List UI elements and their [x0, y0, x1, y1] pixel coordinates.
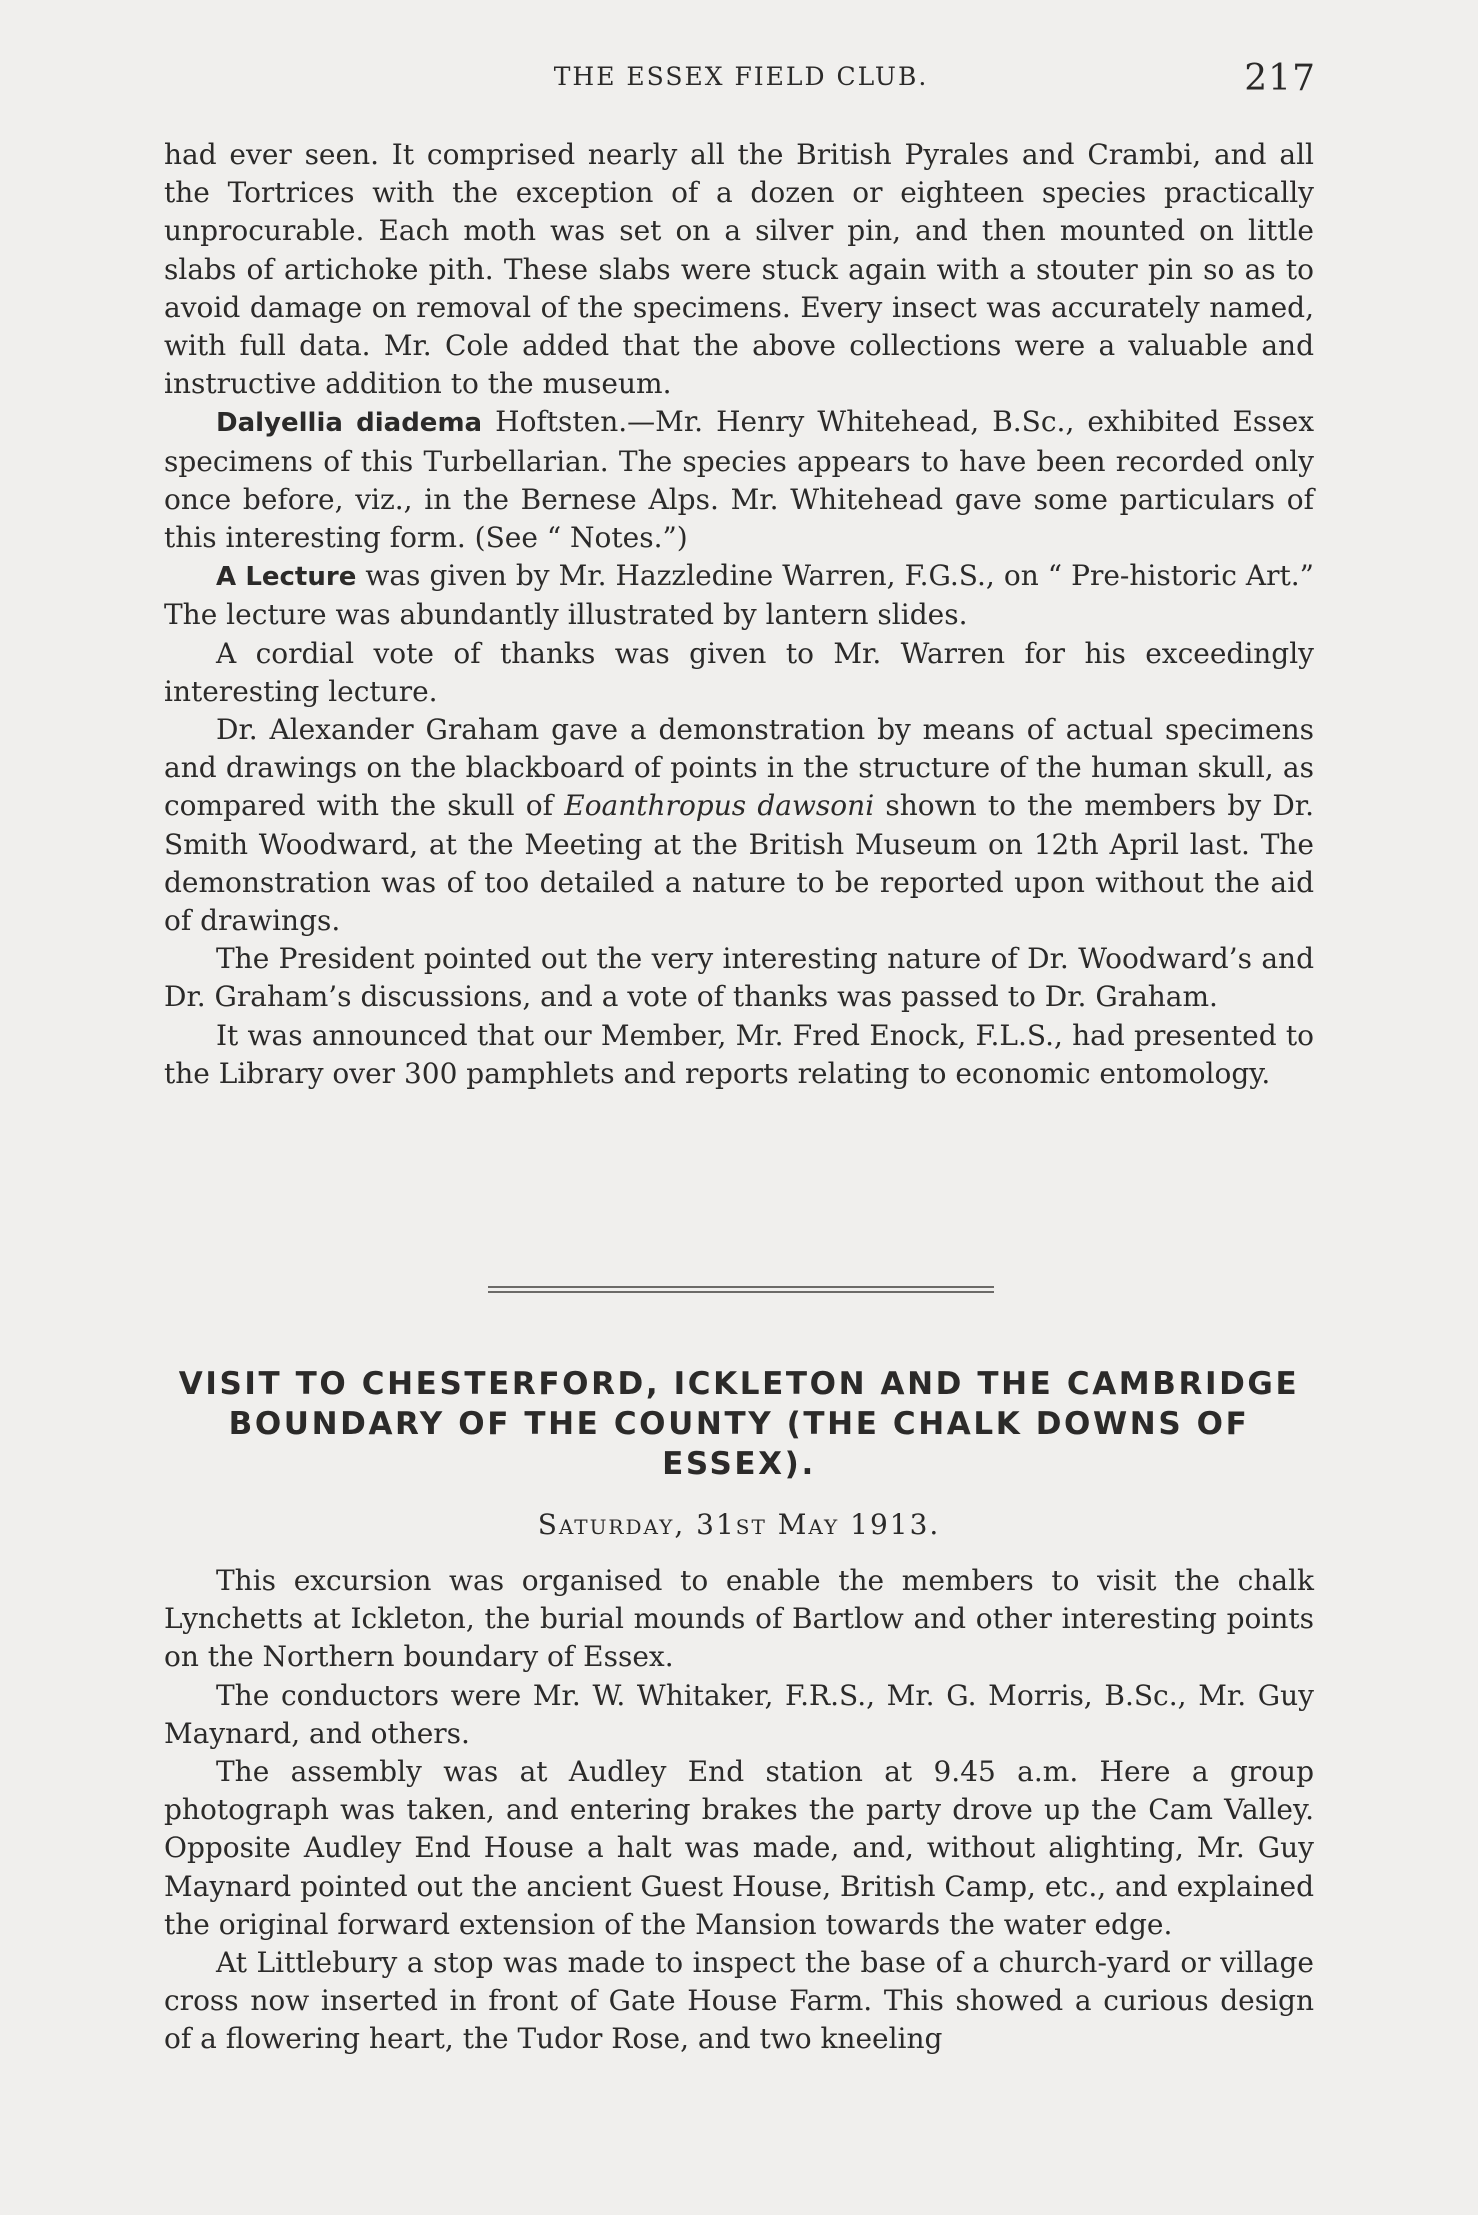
paragraph-president: The President pointed out the very interesting nature of Dr. Woodward’s and Dr. Graham’s discussions, and a vote of thanks was passed to Dr. Graham.: [164, 942, 1314, 1014]
demonstration-text-b: shown to the members by Dr. Smith Woodward, at the Meeting at the British Museum on 12th April last. The demonstration was of too detailed a nature to be reported upon without the aid of drawings.: [164, 789, 1315, 938]
running-title: THE ESSEX FIELD CLUB.: [553, 62, 929, 91]
paragraph-vote-of-thanks: A cordial vote of thanks was given to Mr. Warren for his exceedingly interesting lecture.: [164, 636, 1314, 708]
paragraph-dalyellia-text: Hoftsten.—Mr. Henry Whitehead, B.Sc., exhibited Essex specimens of this Turbellarian. The species appears to have been recorded only once before, viz., in the Bernese Alps. Mr. Whitehead gave some particulars of this interesting form. (See “ Notes.”): [164, 405, 1314, 555]
paragraph-assembly: The assembly was at Audley End station at 9.45 a.m. Here a group photograph was taken, and entering brakes the party drove up the Cam Valley. Opposite Audley End House a halt was made, and, without alighting, Mr. Guy Maynard pointed out the ancient Guest House, British Camp, etc., and explained the original forward extension of the Mansion towards the water edge.: [164, 1755, 1314, 1941]
running-header: [166, 58, 1316, 102]
page-number: 217: [1244, 58, 1316, 99]
demonstration-text-a: Dr. Alexander Graham gave a demonstration by means of actual specimens and drawings on the blackboard of points in the structure of the human skull, as compared with the skull of: [164, 713, 1314, 823]
paragraph-enock: It was announced that our Member, Mr. Fred Enock, F.L.S., had presented to the Library over 300 pamphlets and reports relating to economic entomology.: [164, 1018, 1314, 1090]
paragraph-conductors: The conductors were Mr. W. Whitaker, F.R.S., Mr. G. Morris, B.Sc., Mr. Guy Maynard, and others.: [164, 1678, 1314, 1750]
lecture-lead: A Lecture: [216, 562, 357, 593]
paragraph-continuation: had ever seen. It comprised nearly all the British Pyrales and Crambi, and all the Tortrices with the exception of a dozen or eighteen species practically unprocurable. Each moth was set on a silver pin, and then mounted on little slabs of artichoke pith. These slabs were stuck again with a stouter pin so as to avoid damage on removal of the specimens. Every insect was accurately named, with full data. Mr. Cole added that the above collections were a valuable and instructive addition to the museum.: [164, 138, 1314, 401]
section-heading: VISIT TO CHESTERFORD, ICKLETON AND THE CAMBRIDGE BOUNDARY OF THE COUNTY (THE CHALK DOWNS OF ESSEX).: [178, 1366, 1300, 1482]
section-two: [164, 1562, 1314, 2059]
paragraph-littlebury: At Littlebury a stop was made to inspect the base of a church-yard or village cross now inserted in front of Gate House Farm. This showed a curious design of a flowering heart, the Tudor Rose, and two kneeling: [164, 1946, 1314, 2056]
section-divider: [488, 1286, 994, 1294]
paragraph-dalyellia: [164, 403, 1314, 557]
eoanthropus-name: Eoanthropus dawsoni: [564, 789, 875, 823]
species-name: Dalyellia diadema: [216, 408, 483, 439]
paragraph-lecture-text: was given by Mr. Hazzledine Warren, F.G.S., on “ Pre-historic Art.” The lecture was abundantly illustrated by lantern slides.: [164, 559, 1314, 632]
paragraph-lecture: [164, 557, 1314, 634]
section-one: [164, 136, 1314, 1093]
excursion-date: Saturday, 31st May 1913.: [537, 1508, 941, 1541]
paragraph-excursion-purpose: This excursion was organised to enable the members to visit the chalk Lynchetts at Ickleton, the burial mounds of Bartlow and other interesting points on the Northern boundary of Essex.: [164, 1564, 1314, 1674]
paragraph-demonstration: [164, 711, 1314, 940]
